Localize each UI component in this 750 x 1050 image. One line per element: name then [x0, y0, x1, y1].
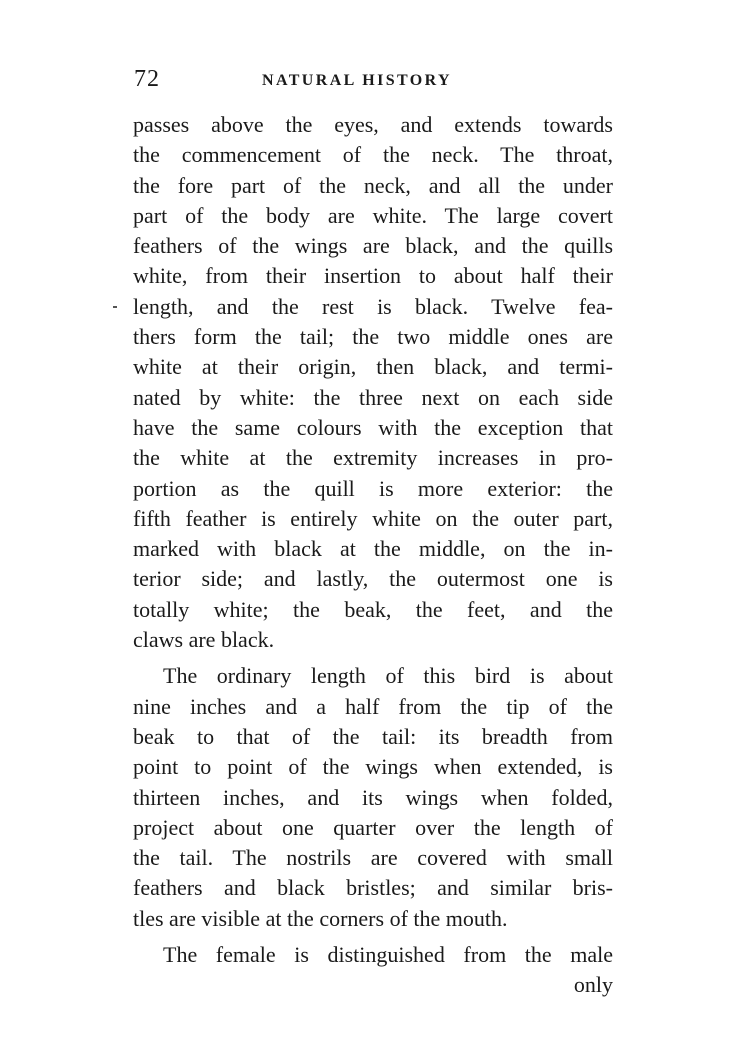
text-line: white, from their insertion to about half their [133, 263, 613, 289]
text-line: marked with black at the middle, on the in- [133, 536, 613, 562]
text-line: portion as the quill is more exterior: the [133, 475, 613, 501]
text-line: project about one quarter over the length of [133, 814, 613, 840]
text-line: The ordinary length of this bird is about [163, 663, 613, 689]
text-line: feathers and black bristles; and similar bris- [133, 875, 613, 901]
page-body [133, 110, 613, 1001]
catchword: only [573, 972, 613, 998]
text-line: part of the body are white. The large covert [133, 202, 613, 228]
text-line: terior side; and lastly, the outermost one is [133, 566, 613, 592]
text-line: the tail. The nostrils are covered with small [133, 845, 613, 871]
text-line: beak to that of the tail: its breadth from [133, 723, 613, 749]
paragraph [133, 110, 613, 655]
paragraph [133, 661, 613, 934]
text-line: the white at the extremity increases in pro- [133, 445, 613, 471]
text-line: have the same colours with the exception that [133, 414, 613, 440]
text-line: feathers of the wings are black, and the quills [133, 233, 613, 259]
text-line: the commencement of the neck. The throat, [133, 142, 613, 168]
text-line: thers form the tail; the two middle ones are [133, 324, 613, 350]
text-line: passes above the eyes, and extends towards [133, 112, 613, 137]
text-line: claws are black. [133, 627, 275, 653]
text-line: the fore part of the neck, and all the under [133, 172, 613, 198]
text-line: fifth feather is entirely white on the outer part, [133, 505, 613, 531]
text-line: thirteen inches, and its wings when folded, [133, 784, 613, 810]
text-line: point to point of the wings when extended, is [133, 754, 613, 780]
margin-mark [113, 306, 117, 308]
text-line: tles are visible at the corners of the mouth. [133, 905, 508, 931]
page-header [134, 66, 614, 100]
text-line: nated by white: the three next on each side [133, 384, 613, 410]
text-line: nine inches and a half from the tip of the [133, 693, 613, 719]
text-line: totally white; the beak, the feet, and the [133, 596, 613, 622]
page-number: 72 [134, 66, 160, 92]
paragraph [133, 940, 613, 1001]
text-line: length, and the rest is black. Twelve fea- [133, 293, 613, 319]
text-line: The female is distinguished from the male [163, 942, 613, 968]
text-line: white at their origin, then black, and termi- [133, 354, 613, 380]
running-head: NATURAL HISTORY [262, 72, 452, 89]
